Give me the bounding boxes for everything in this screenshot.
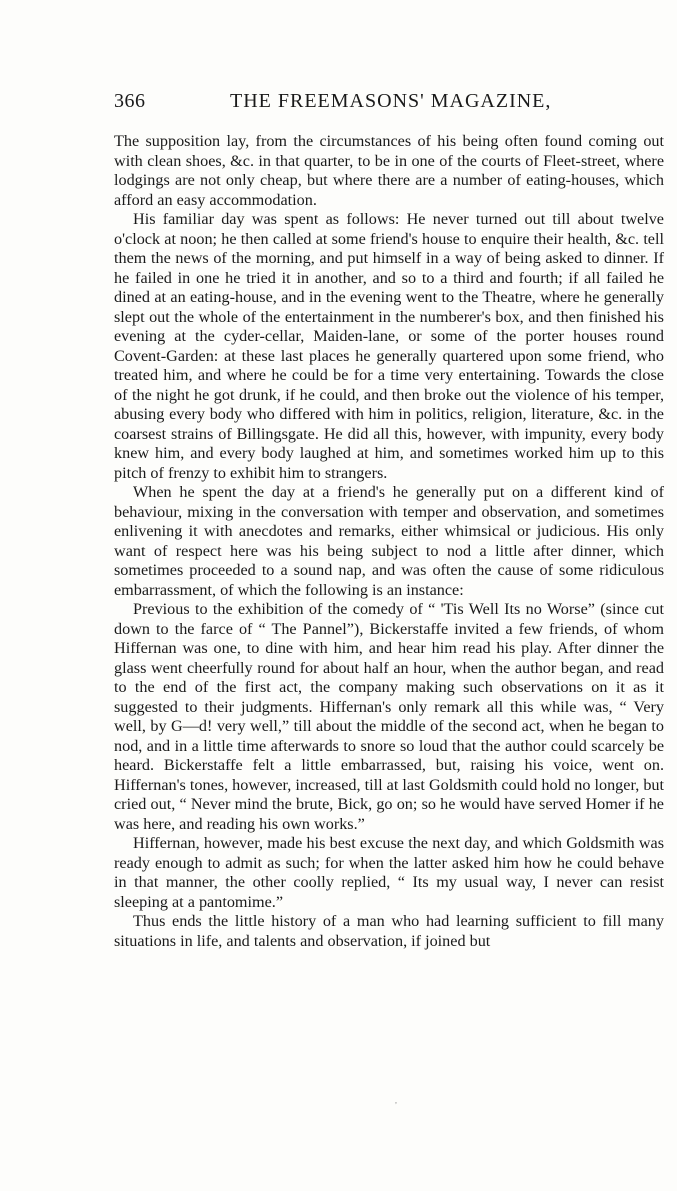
paragraph-friends-behaviour: When he spent the day at a friend's he generally put on a different kind of behaviour, mixing in the conversation with temper and observation, and sometimes enlivening it with anecdotes and remarks, either whimsical or judicious. His only want of respect here was his being subject to nod a little after dinner, which sometimes proceeded to a sound nap, and was often the cause of some ridiculous embarrassment, of which the following is an instance:	[114, 483, 664, 599]
paragraph-bickerstaffe-anecdote: Previous to the exhibition of the comedy of “ 'Tis Well Its no Worse” (since cut down to the farce of “ The Pannel”), Bickerstaffe invited a few friends, of whom Hiffernan was one, to dine with him, and hear him read his play. After dinner the glass went cheerfully round for about half an hour, when the author began, and read to the end of the first act, the company making such observations on it as it suggested to their judgments. Hiffernan's only remark all this while was, “ Very well, by G—d! very well,” till about the middle of the second act, when he began to nod, and in a little time afterwards to snore so loud that the author could scarcely be heard. Bickerstaffe felt a little embarrassed, but, raising his voice, went on. Hiffernan's tones, however, increased, till at last Goldsmith could hold no longer, but cried out, “ Never mind the brute, Bick, go on; so he would have served Homer if he was here, and reading his own works.”	[114, 600, 664, 833]
page-end-mark: ,	[395, 1096, 397, 1105]
page-header	[114, 90, 666, 120]
paragraph-excuse: Hiffernan, however, made his best excuse the next day, and which Goldsmith was ready enough to admit as such; for when the latter asked him how he could behave in that manner, the other coolly replied, “ Its my usual way, I never can resist sleeping at a pantomime.”	[114, 834, 664, 911]
paragraph-conclusion: Thus ends the little history of a man who had learning sufficient to fill many situations in life, and talents and observation, if joined but	[114, 912, 664, 950]
running-head: THE FREEMASONS' MAGAZINE,	[230, 90, 552, 112]
paragraph-daily-routine: His familiar day was spent as follows: He never turned out till about twelve o'clock at noon; he then called at some friend's house to enquire their health, &c. tell them the news of the morning, and put himself in a way of being asked to dinner. If he failed in one he tried it in another, and so to a third and fourth; if all failed he dined at an eating-house, and in the evening went to the Theatre, where he generally slept out the whole of the entertainment in the numberer's box, and then finished his evening at the cyder-cellar, Maiden-lane, or some of the porter houses round Covent-Garden: at these last places he generally quartered upon some friend, who treated him, and where he could be for a time very entertaining. Towards the close of the night he got drunk, if he could, and then broke out the violence of his temper, abusing every body who differed with him in politics, religion, literature, &c. in the coarsest strains of Billingsgate. He did all this, however, with impunity, every body knew him, and every body laughed at him, and sometimes worked him up to this pitch of frenzy to exhibit him to strangers.	[114, 210, 664, 482]
body-text	[114, 132, 664, 951]
paragraph-lodgings: The supposition lay, from the circumstances of his being often found coming out with clean shoes, &c. in that quarter, to be in one of the courts of Fleet-street, where lodgings are not only cheap, but where there are a number of eating-houses, which afford an easy accommodation.	[114, 132, 664, 209]
page-number: 366	[114, 90, 146, 112]
